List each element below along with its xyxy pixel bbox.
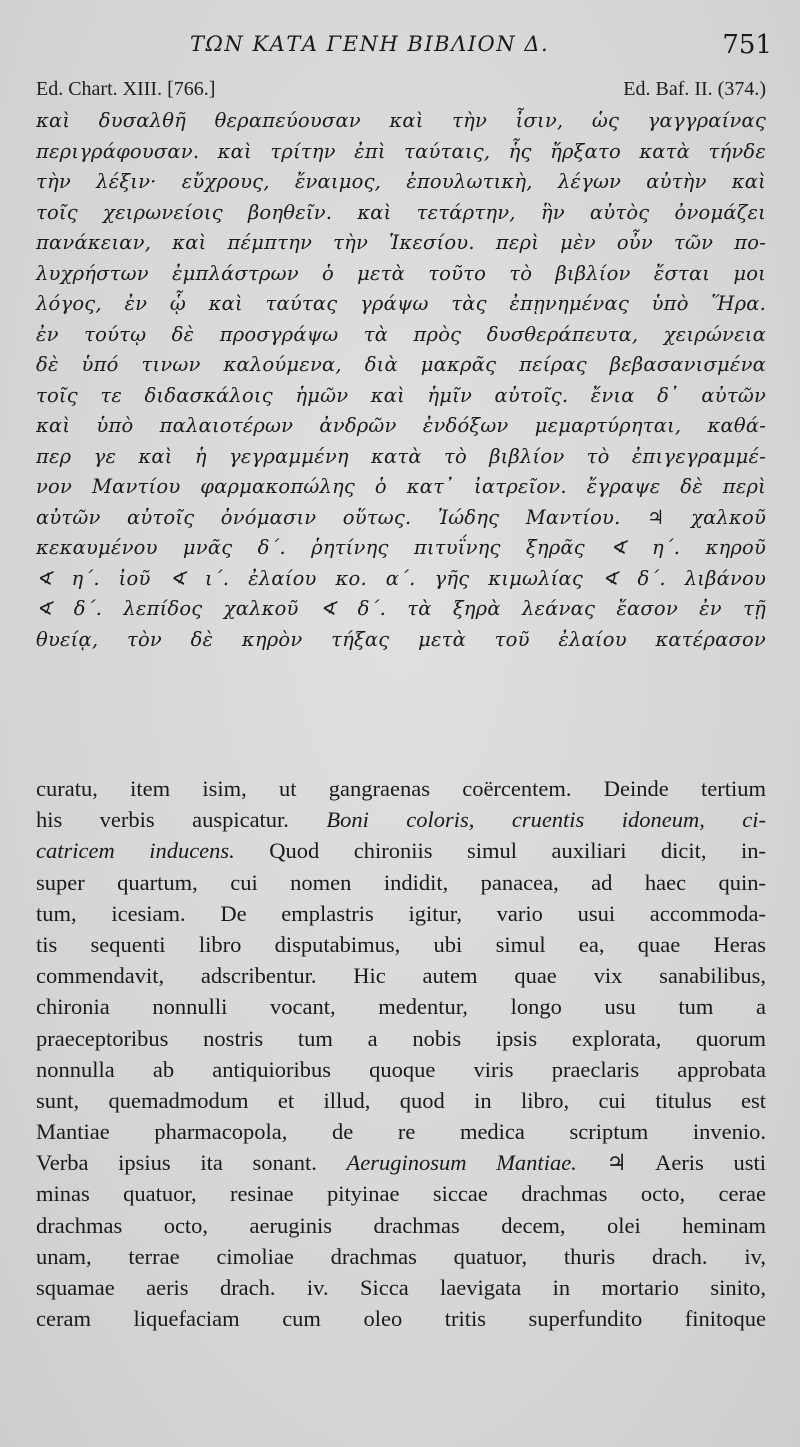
greek-line: ἐν τούτῳ δὲ προσγράψω τὰ πρὸς δυσθεράπευτα, χειρώνεια bbox=[36, 322, 766, 346]
latin-line: nonnulla ab antiquioribus quoque viris praeclaris approbata bbox=[36, 1056, 766, 1082]
greek-line: κεκαυμένου μνᾶς δ΄. ῥητίνης πιτυΐνης ξηρᾶς ∢ η΄. κηροῦ bbox=[36, 536, 766, 559]
greek-line: πανάκειαν, καὶ πέμπτην τὴν Ἱκεσίου. περὶ μὲν οὖν τῶν πο- bbox=[36, 231, 766, 254]
latin-line: ceram liquefaciam cum oleo tritis superfundito finitoque bbox=[36, 1306, 766, 1332]
latin-translation-block bbox=[36, 773, 766, 1334]
greek-line: τοῖς χειρωνείοις βοηθεῖν. καὶ τετάρτην, ἣν αὐτὸς ὀνομάζει bbox=[36, 200, 766, 224]
italic-phrase: Aeruginosum Mantiae. bbox=[346, 1150, 577, 1176]
greek-line: λόγος, ἐν ᾧ καὶ ταύτας γράψω τὰς ἐπῃνημένας ὑπὸ Ἥρα. bbox=[36, 292, 766, 315]
latin-line: minas quatuor, resinae pityinae siccae drachmas octo, cerae bbox=[36, 1181, 766, 1207]
edition-basel: Ed. Baf. II. (374.) bbox=[623, 78, 766, 100]
latin-line: Verba ipsius ita sonant. Aeruginosum Mantiae. ♃ Aeris usti bbox=[36, 1150, 766, 1176]
latin-line: commendavit, adscribentur. Hic autem quae vix sanabilibus, bbox=[36, 963, 766, 989]
latin-line: praeceptoribus nostris tum a nobis ipsis explorata, quorum bbox=[36, 1025, 766, 1051]
greek-line: τὴν λέξιν· εὔχρους, ἔναιμος, ἐπουλωτικὴ, λέγων αὐτὴν καὶ bbox=[36, 170, 766, 193]
latin-line: drachmas octo, aeruginis drachmas decem, olei heminam bbox=[36, 1212, 766, 1238]
page-number: 751 bbox=[722, 30, 772, 60]
greek-line: καὶ ὑπὸ παλαιοτέρων ἀνδρῶν ἐνδόξων μεμαρτύρηται, καθά- bbox=[36, 414, 766, 437]
latin-line: chironia nonnulli vocant, medentur, longo usu tum a bbox=[36, 994, 766, 1020]
latin-line: squamae aeris drach. iv. Sicca laevigata in mortario sinito, bbox=[36, 1275, 766, 1300]
greek-line: ∢ η΄. ἰοῦ ∢ ι΄. ἐλαίου κο. α΄. γῆς κιμωλίας ∢ δ΄. λιβάνου bbox=[36, 566, 766, 590]
greek-line: νον Μαντίου φαρμακοπώλης ὁ κατ᾽ ἰατρεῖον. ἔγραψε δὲ περὶ bbox=[36, 475, 766, 498]
latin-line: curatu, item isim, ut gangraenas coërcentem. Deinde tertium bbox=[36, 776, 766, 801]
greek-line: καὶ δυσαλθῆ θεραπεύουσαν καὶ τὴν ἶσιν, ὡς γαγγραίνας bbox=[36, 109, 766, 132]
greek-line: αὐτῶν αὐτοῖς ὀνόμασιν οὕτως. Ἰώδης Μαντίου. ♃ χαλκοῦ bbox=[36, 505, 766, 529]
latin-line: tum, icesiam. De emplastris igitur, vario usui accommoda- bbox=[36, 900, 766, 926]
greek-line: περιγράφουσαν. καὶ τρίτην ἐπὶ ταύταις, ἧς ἤρξατο κατὰ τήνδε bbox=[36, 139, 766, 163]
latin-line: catricem inducens. Quod chironiis simul auxiliari dicit, in- bbox=[36, 838, 767, 864]
greek-line: λυχρήστων ἐμπλάστρων ὁ μετὰ τοῦτο τὸ βιβλίον ἔσται μοι bbox=[36, 261, 766, 285]
greek-line: ∢ δ΄. λεπίδος χαλκοῦ ∢ δ΄. τὰ ξηρὰ λεάνας ἔασον ἐν τῇ bbox=[36, 597, 766, 620]
running-title: ΤΩΝ ΚΑΤΑ ΓΕΝΗ ΒΙΒΛΙΟΝ Δ. bbox=[190, 32, 550, 56]
edition-references bbox=[36, 78, 766, 106]
greek-line: τοῖς τε διδασκάλοις ἡμῶν καὶ ἡμῖν αὐτοῖς. ἔνια δ᾽ αὐτῶν bbox=[36, 383, 766, 407]
italic-phrase: catricem inducens. bbox=[36, 838, 235, 864]
italic-phrase: Boni coloris, cruentis idoneum, ci- bbox=[326, 807, 766, 833]
latin-line: his verbis auspicatur. Boni coloris, cruentis idoneum, ci- bbox=[36, 807, 766, 833]
greek-line: δὲ ὑπό τινων καλούμενα, διὰ μακρᾶς πείρας βεβασανισμένα bbox=[36, 353, 766, 376]
latin-line: Mantiae pharmacopola, de re medica scriptum invenio. bbox=[36, 1119, 766, 1145]
latin-line: super quartum, cui nomen indidit, panacea, ad haec quin- bbox=[36, 869, 766, 895]
latin-line: sunt, quemadmodum et illud, quod in libro, cui titulus est bbox=[36, 1087, 766, 1113]
edition-chartier: Ed. Chart. XIII. [766.] bbox=[36, 78, 216, 100]
greek-line: θυείᾳ, τὸν δὲ κηρὸν τήξας μετὰ τοῦ ἐλαίου κατέρασον bbox=[36, 627, 766, 651]
greek-line: περ γε καὶ ἡ γεγραμμένη κατὰ τὸ βιβλίον τὸ ἐπιγεγραμμέ- bbox=[36, 444, 766, 468]
latin-line: unam, terrae cimoliae drachmas quatuor, thuris drach. iv, bbox=[36, 1243, 766, 1269]
latin-line: tis sequenti libro disputabimus, ubi simul ea, quae Heras bbox=[36, 931, 766, 957]
running-head bbox=[0, 28, 800, 68]
greek-text-block bbox=[36, 106, 766, 655]
